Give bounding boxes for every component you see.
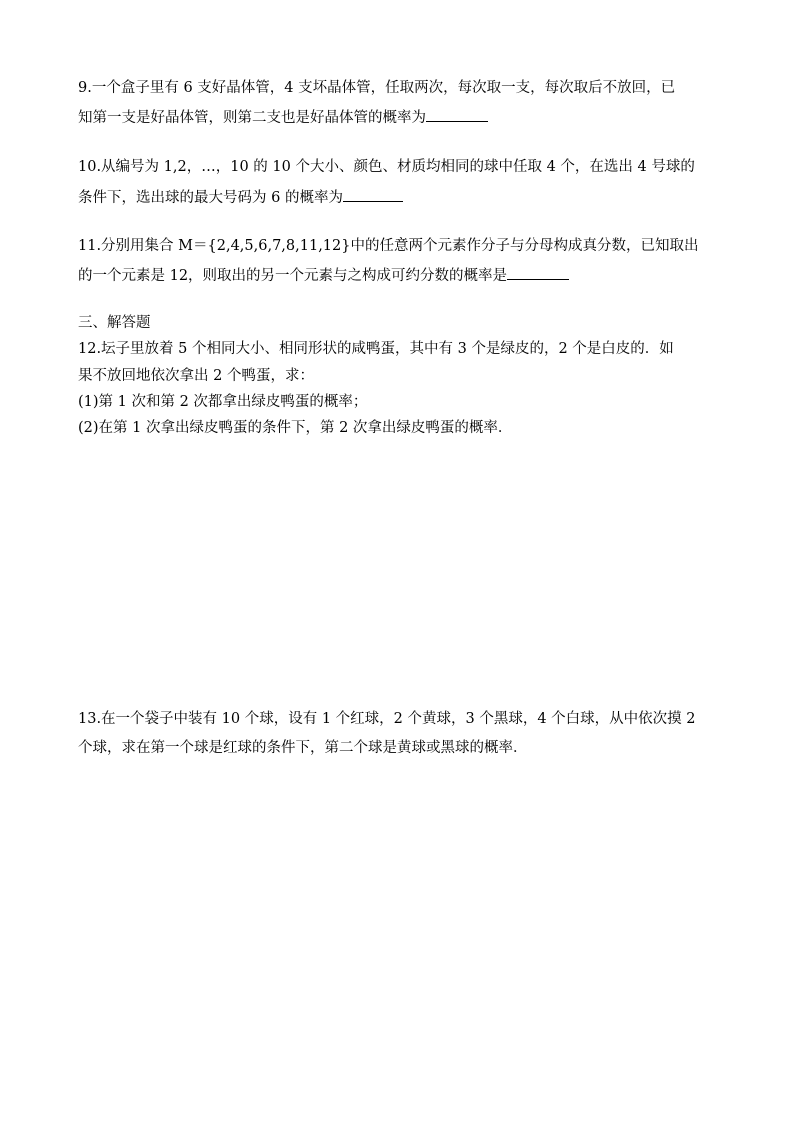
- q10-line-2-text: 条件下，选出球的最大号码为 6 的概率为: [78, 190, 343, 206]
- q10-line-2: [78, 187, 728, 208]
- q11-line-2-text: 的一个元素是 12，则取出的另一个元素与之构成可约分数的概率是: [78, 268, 508, 284]
- q11-line-1: 11.分别用集合 M＝{2,4,5,6,7,8,11,12}中的任意两个元素作分子与分母构成真分数，已知取出: [78, 238, 699, 254]
- q9-line-2: [78, 107, 728, 128]
- q12-line-1: 12.坛子里放着 5 个相同大小、相同形状的咸鸭蛋，其中有 3 个是绿皮的，2 个是白皮的．如: [78, 341, 674, 357]
- q10-line-1: 10.从编号为 1,2，…，10 的 10 个大小、颜色、材质均相同的球中任取 4 个，在选出 4 号球的: [78, 159, 695, 175]
- q9-line-1: 9.一个盒子里有 6 支好晶体管，4 支坏晶体管，任取两次，每次取一支，每次取后不放回，已: [78, 80, 676, 96]
- q9-answer-blank: [426, 107, 488, 122]
- q12-part-2: (2)在第 1 次拿出绿皮鸭蛋的条件下，第 2 次拿出绿皮鸭蛋的概率．: [78, 420, 513, 436]
- section-3-heading: 三、解答题: [78, 315, 151, 331]
- q12-line-2: 果不放回地依次拿出 2 个鸭蛋，求：: [78, 368, 314, 384]
- q9-line-2-text: 知第一支是好晶体管，则第二支也是好晶体管的概率为: [78, 110, 426, 126]
- q11-line-2: [78, 265, 728, 286]
- q13-line-2: 个球，求在第一个球是红球的条件下，第二个球是黄球或黑球的概率．: [78, 740, 528, 756]
- q10-answer-blank: [343, 187, 403, 202]
- q12-part-1: (1)第 1 次和第 2 次都拿出绿皮鸭蛋的概率；: [78, 394, 368, 410]
- q11-answer-blank: [507, 265, 569, 280]
- q13-line-1: 13.在一个袋子中装有 10 个球，设有 1 个红球，2 个黄球，3 个黑球，4 个白球，从中依次摸 2: [78, 711, 696, 727]
